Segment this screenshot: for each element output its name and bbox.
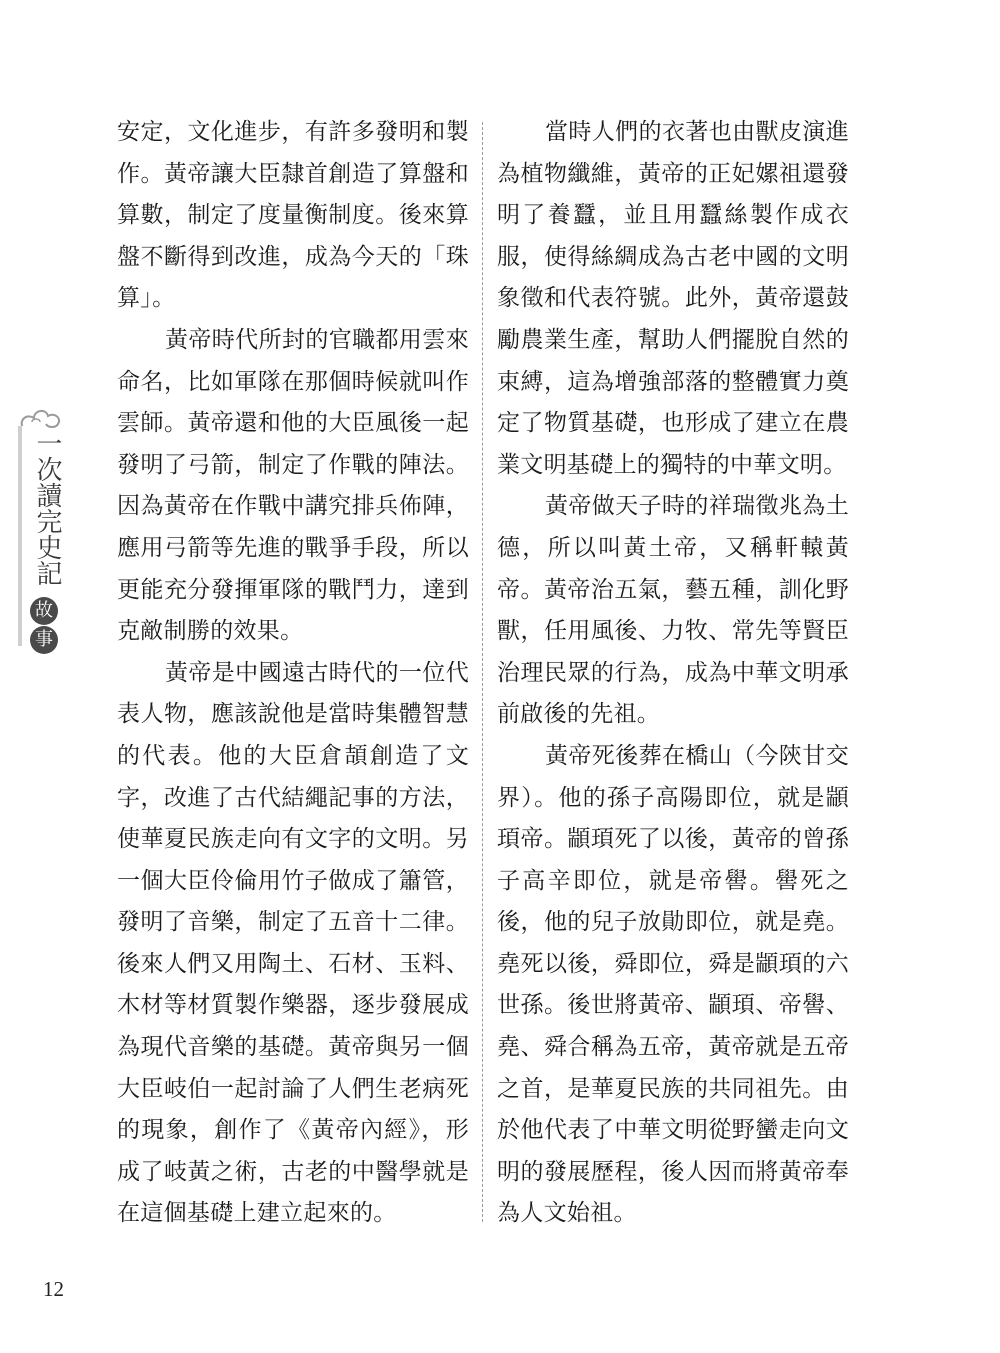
title-bar <box>18 426 22 646</box>
paragraph: 黃帝做天子時的祥瑞徵兆為土德，所以叫黃土帝，又稱軒轅黃帝。黃帝治五氣，藝五種，訓化野獸，任用風後、力牧、常先等賢臣治理民眾的行為，成為中華文明承前啟後的先祖。 <box>497 493 849 728</box>
paragraph: 黃帝是中國遠古時代的一位代表人物，應該說他是當時集體智慧的代表。他的大臣倉頡創造了文字，改進了古代結繩記事的方法，使華夏民族走向有文字的文明。另一個大臣伶倫用竹子做成了簫管，發明了音樂，制定了五音十二律。後來人們又用陶土、石材、玉料、木材等材質製作樂器，逐步發展成為現代音樂的基礎。黃帝與另一個大臣岐伯一起討論了人們生老病死的現象，創作了《黃帝內經》，形成了岐黃之術，古老的中醫學就是在這個基礎上建立起來的。 <box>117 659 469 1227</box>
column-divider <box>482 122 483 1222</box>
badge-shi: 事 <box>30 626 58 654</box>
cloud-ornament-icon <box>18 400 62 434</box>
left-column <box>117 112 469 1235</box>
paragraph: 黃帝死後葬在橋山（今陝甘交界）。他的孫子高陽即位，就是顓頊帝。顓頊死了以後，黃帝的曾孫子高辛即位，就是帝嚳。嚳死之後，他的兒子放勛即位，就是堯。堯死以後，舜即位，舜是顓頊的六世孫。後世將黃帝、顓頊、帝嚳、堯、舜合稱為五帝，黃帝就是五帝之首，是華夏民族的共同祖先。由於他代表了中華文明從野蠻走向文明的發展歷程，後人因而將黃帝奉為人文始祖。 <box>497 742 849 1227</box>
paragraph: 黃帝時代所封的官職都用雲來命名，比如軍隊在那個時候就叫作雲師。黃帝還和他的大臣風後一起發明了弓箭，制定了作戰的陣法。因為黃帝在作戰中講究排兵佈陣，應用弓箭等先進的戰爭手段，所以更能充分發揮軍隊的戰鬥力，達到克敵制勝的效果。 <box>117 326 469 645</box>
page-number: 12 <box>43 1277 64 1301</box>
paragraph: 安定，文化進步，有許多發明和製作。黃帝讓大臣隸首創造了算盤和算數，制定了度量衡制度。後來算盤不斷得到改進，成為今天的「珠算」。 <box>117 119 469 312</box>
book-title: 一次讀完史記 <box>32 430 62 586</box>
right-column <box>497 112 849 1235</box>
side-title <box>18 400 62 662</box>
paragraph: 當時人們的衣著也由獸皮演進為植物纖維，黃帝的正妃嫘祖還發明了養蠶，並且用蠶絲製作成衣服，使得絲綢成為古老中國的文明象徵和代表符號。此外，黃帝還鼓勵農業生產，幫助人們擺脫自然的束縛，這為增強部落的整體實力奠定了物質基礎，也形成了建立在農業文明基礎上的獨特的中華文明。 <box>497 119 849 478</box>
badge-gu: 故 <box>30 597 58 625</box>
